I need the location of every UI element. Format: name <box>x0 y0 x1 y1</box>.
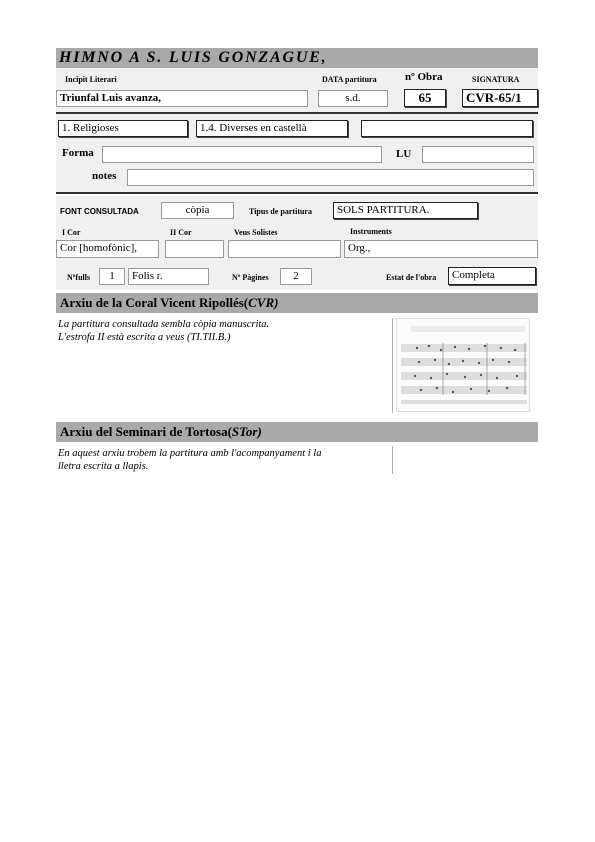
archive-1-note-line-2: L'estrofa II està escrita a veus (TI.TII.B.) <box>58 332 231 343</box>
folis-field[interactable]: Folis r. <box>128 268 209 285</box>
archive-1-note-line-1: La partitura consultada sembla còpia manuscrita. <box>58 319 270 330</box>
ii-cor-field[interactable] <box>165 240 224 258</box>
archive-2-code: STor) <box>231 424 262 439</box>
score-thumbnail[interactable] <box>396 318 530 412</box>
archive-2-name: Arxiu del Seminari de Tortosa( <box>60 424 232 439</box>
forma-label: Forma <box>62 147 94 159</box>
header-rule-2 <box>56 192 538 194</box>
archive-2-title <box>60 422 262 442</box>
archive-2-note-line-2: lletra escrita a llapis. <box>58 461 149 472</box>
category-3-field[interactable] <box>361 120 533 137</box>
nfulls-label: Nºfulls <box>67 273 91 282</box>
lu-field[interactable] <box>422 146 534 163</box>
num-obra-label: nº Obra <box>405 71 443 83</box>
instruments-field[interactable]: Org., <box>344 240 538 258</box>
i-cor-field[interactable]: Cor [homofònic], <box>56 240 159 258</box>
tipus-field[interactable]: SOLS PARTITURA. <box>333 202 478 219</box>
lu-label: LU <box>396 148 412 160</box>
archive-1-title <box>60 293 278 313</box>
veus-solistes-label: Veus Solistes <box>234 228 278 237</box>
ii-cor-label: II Cor <box>170 228 192 237</box>
header-rule-1 <box>56 112 538 114</box>
font-consultada-label: FONT CONSULTADA <box>60 207 139 216</box>
tipus-label: Tipus de partitura <box>249 207 312 216</box>
category-1-field[interactable]: 1. Religioses <box>58 120 188 137</box>
archive-1-name: Arxiu de la Coral Vicent Ripollés( <box>60 295 249 310</box>
incipit-label: Incipit Literari <box>65 75 117 84</box>
work-title: HIMNO A S. LUIS GONZAGUE, <box>59 49 328 66</box>
category-2-field[interactable]: 1.4. Diverses en castellà <box>196 120 348 137</box>
notes-field[interactable] <box>127 169 534 186</box>
num-obra-field[interactable]: 65 <box>404 89 446 107</box>
instruments-label: Instruments <box>350 227 392 236</box>
incipit-field[interactable]: Triunfal Luis avanza, <box>56 90 308 107</box>
i-cor-label: I Cor <box>62 228 81 237</box>
estat-label: Estat de l'obra <box>386 273 437 282</box>
data-label: DATA partitura <box>322 75 377 84</box>
nfulls-field[interactable]: 1 <box>99 268 125 285</box>
forma-field[interactable] <box>102 146 382 163</box>
npagines-label: Nº Pàgines <box>232 273 269 282</box>
npagines-field[interactable]: 2 <box>280 268 312 285</box>
archive-1-code: CVR) <box>248 295 279 310</box>
notes-label: notes <box>92 170 117 182</box>
data-field[interactable]: s.d. <box>318 90 388 107</box>
archive-1-divider <box>392 318 393 413</box>
archive-2-note-line-1: En aquest arxiu trobem la partitura amb l'acompanyament i la <box>58 448 322 459</box>
score-sheet-icon <box>397 319 529 411</box>
font-consultada-field[interactable]: còpia <box>161 202 234 219</box>
signatura-label: SIGNATURA <box>472 75 520 84</box>
veus-solistes-field[interactable] <box>228 240 341 258</box>
archive-2-divider <box>392 446 393 474</box>
estat-field[interactable]: Completa <box>448 267 536 285</box>
signatura-field[interactable]: CVR-65/1 <box>462 89 538 107</box>
